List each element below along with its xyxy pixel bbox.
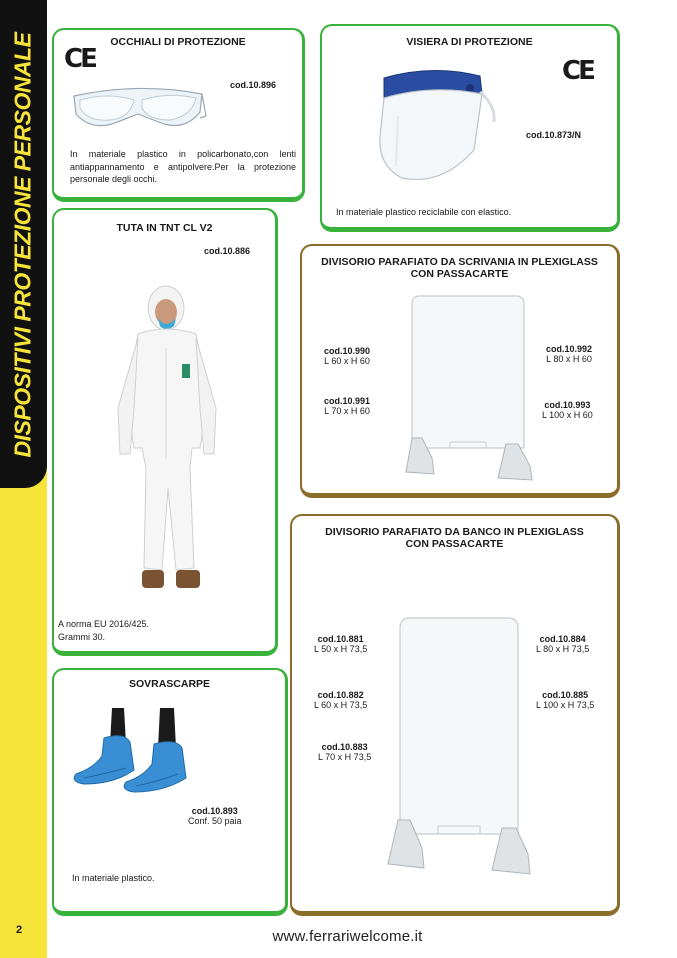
counter-variant-code: cod.10.883 [321, 742, 368, 752]
sidebar-title: DISPOSITIVI PROTEZIONE PERSONALE [9, 32, 36, 458]
face-visor-image [362, 66, 502, 186]
protective-suit-image [104, 278, 234, 608]
counter-variant-3 [318, 742, 371, 762]
ce-mark-icon: CE [562, 56, 593, 86]
overshoes-card [52, 668, 288, 916]
overshoes-title: SOVRASCARPE [128, 678, 211, 690]
counter-variant-size: L 70 x H 73,5 [318, 752, 372, 762]
desk-divider-card [300, 244, 620, 498]
visor-title: VISIERA DI PROTEZIONE [406, 36, 533, 48]
glasses-code: cod.10.896 [230, 80, 277, 90]
suit-description-weight: Grammi 30. [58, 632, 106, 642]
ce-mark-icon: CE [64, 44, 95, 74]
footer-url[interactable]: www.ferrariwelcome.it [272, 928, 423, 945]
suit-code: cod.10.886 [204, 246, 251, 256]
counter-variant-code: cod.10.881 [317, 634, 364, 644]
counter-divider-card [290, 514, 620, 916]
desk-variant-code: cod.10.990 [324, 346, 371, 356]
desk-variant-code: cod.10.992 [546, 344, 593, 354]
glasses-title: OCCHIALI DI PROTEZIONE [110, 36, 246, 48]
overshoes-variant [188, 806, 242, 826]
counter-variant-size: L 100 x H 73,5 [536, 700, 595, 710]
desk-variant-size: L 70 x H 60 [324, 406, 370, 416]
counter-divider-image [380, 612, 540, 882]
overshoes-description: In materiale plastico. [72, 873, 155, 883]
counter-variant-size: L 50 x H 73,5 [314, 644, 368, 654]
suit-card [52, 208, 278, 656]
desk-variant-size: L 100 x H 60 [542, 410, 593, 420]
counter-divider-title [292, 526, 617, 550]
counter-variant-code: cod.10.884 [539, 634, 586, 644]
counter-divider-title-line1: DIVISORIO PARAFIATO DA BANCO IN PLEXIGLASS [325, 526, 584, 538]
overshoes-image [64, 708, 214, 808]
counter-variant-4 [536, 634, 589, 654]
counter-variant-2 [314, 690, 367, 710]
visor-code: cod.10.873/N [526, 130, 582, 140]
desk-variant-1 [324, 346, 370, 366]
desk-variant-4 [542, 400, 593, 420]
page-number: 2 [16, 924, 23, 936]
desk-variant-3 [546, 344, 592, 364]
counter-variant-size: L 60 x H 73,5 [314, 700, 368, 710]
glasses-card [52, 28, 305, 202]
desk-variant-2 [324, 396, 370, 416]
sidebar-title-band [0, 0, 47, 488]
safety-glasses-image [68, 78, 208, 138]
suit-title: TUTA IN TNT CL V2 [116, 222, 213, 234]
counter-variant-5 [536, 690, 594, 710]
overshoes-code: cod.10.893 [191, 806, 238, 816]
desk-variant-code: cod.10.993 [544, 400, 591, 410]
desk-divider-image [398, 294, 538, 490]
desk-divider-title [302, 256, 617, 280]
sidebar [0, 0, 47, 958]
counter-variant-code: cod.10.882 [317, 690, 364, 700]
counter-variant-code: cod.10.885 [542, 690, 589, 700]
glasses-description: In materiale plastico in policarbonato,con lenti antiappannamento e antipolvere.Per la protezione personale degli occhi. [70, 149, 296, 184]
desk-variant-size: L 60 x H 60 [324, 356, 370, 366]
visor-description: In materiale plastico reciclabile con elastico. [336, 207, 512, 217]
desk-variant-size: L 80 x H 60 [546, 354, 592, 364]
desk-divider-title-line2: CON PASSACARTE [410, 268, 509, 280]
desk-variant-code: cod.10.991 [324, 396, 371, 406]
suit-description-standard: A norma EU 2016/425. [58, 619, 150, 629]
visor-card [320, 24, 620, 232]
counter-variant-size: L 80 x H 73,5 [536, 644, 590, 654]
desk-divider-title-line1: DIVISORIO PARAFIATO DA SCRIVANIA IN PLEXIGLASS [321, 256, 598, 268]
counter-divider-title-line2: CON PASSACARTE [405, 538, 504, 550]
overshoes-pack: Conf. 50 paia [188, 816, 242, 826]
counter-variant-1 [314, 634, 367, 654]
